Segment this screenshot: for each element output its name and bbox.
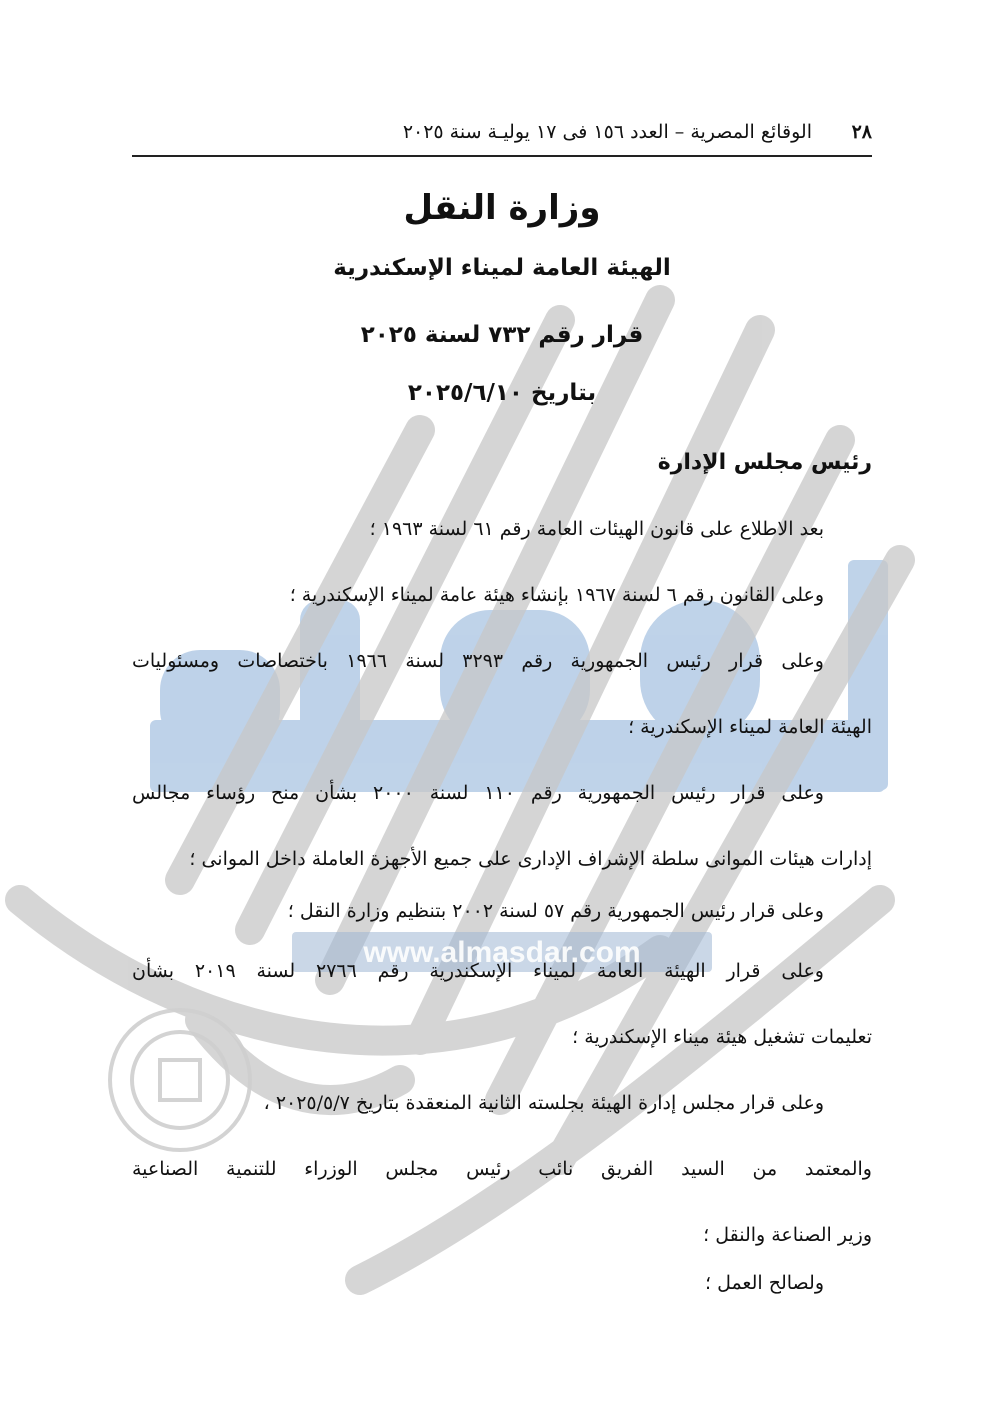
paragraph-line: الهيئة العامة لميناء الإسكندرية ؛ [628, 716, 872, 738]
paragraph-line: بعد الاطلاع على قانون الهيئات العامة رقم ٦١ لسنة ١٩٦٣ ؛ [369, 518, 824, 540]
paragraph-line: إدارات هيئات الموانى سلطة الإشراف الإدارى على جميع الأجهزة العاملة داخل الموانى ؛ [189, 848, 872, 870]
authority-title: الهيئة العامة لميناء الإسكندرية [333, 255, 671, 281]
decree-number: قرار رقم ٧٣٢ لسنة ٢٠٢٥ [360, 322, 644, 348]
paragraph-line: وعلى قرار رئيس الجمهورية رقم ٣٢٩٣ لسنة ١٩٦٦ باختصاصات ومسئوليات [132, 650, 824, 672]
chairman-heading: رئيس مجلس الإدارة [657, 450, 872, 475]
paragraph-line: وعلى قرار مجلس إدارة الهيئة بجلسته الثانية المنعقدة بتاريخ ٢٠٢٥/٥/٧ ، [263, 1092, 824, 1114]
paragraph-line: وعلى قرار رئيس الجمهورية رقم ١١٠ لسنة ٢٠٠٠ بشأن منح رؤساء مجالس [132, 782, 824, 804]
paragraph-line: تعليمات تشغيل هيئة ميناء الإسكندرية ؛ [572, 1026, 872, 1048]
paragraph [132, 496, 872, 562]
ministry-title: وزارة النقل [403, 188, 601, 228]
paragraph [132, 562, 872, 628]
paragraph [132, 938, 872, 1070]
paragraph-line: وعلى القانون رقم ٦ لسنة ١٩٦٧ بإنشاء هيئة عامة لميناء الإسكندرية ؛ [289, 584, 824, 606]
watermark-site-text: www.almasdar.com [363, 936, 641, 969]
paragraph [132, 760, 872, 892]
paragraph-line: والمعتمد من السيد الفريق نائب رئيس مجلس الوزراء للتنمية الصناعية [132, 1158, 872, 1180]
paragraph [132, 1070, 872, 1268]
paragraph-line: وعلى قرار رئيس الجمهورية رقم ٥٧ لسنة ٢٠٠٢ بتنظيم وزارة النقل ؛ [287, 900, 824, 922]
paragraph-line: وعلى قرار الهيئة العامة لميناء الإسكندرية رقم ٢٧٦٦ لسنة ٢٠١٩ بشأن [132, 960, 824, 982]
page-number: ٢٨ [851, 121, 872, 143]
paragraph-line: ولصالح العمل ؛ [704, 1272, 824, 1294]
paragraph-line: وزير الصناعة والنقل ؛ [703, 1224, 872, 1246]
decree-date: بتاريخ ٢٠٢٥/٦/١٠ [407, 380, 597, 406]
paragraph [132, 1250, 872, 1316]
gazette-issue-line: الوقائع المصرية – العدد ١٥٦ فى ١٧ يوليـة سنة ٢٠٢٥ [402, 121, 812, 143]
paragraph [132, 878, 872, 944]
paragraph [132, 628, 872, 760]
running-header [132, 112, 872, 152]
header-divider [132, 155, 872, 157]
